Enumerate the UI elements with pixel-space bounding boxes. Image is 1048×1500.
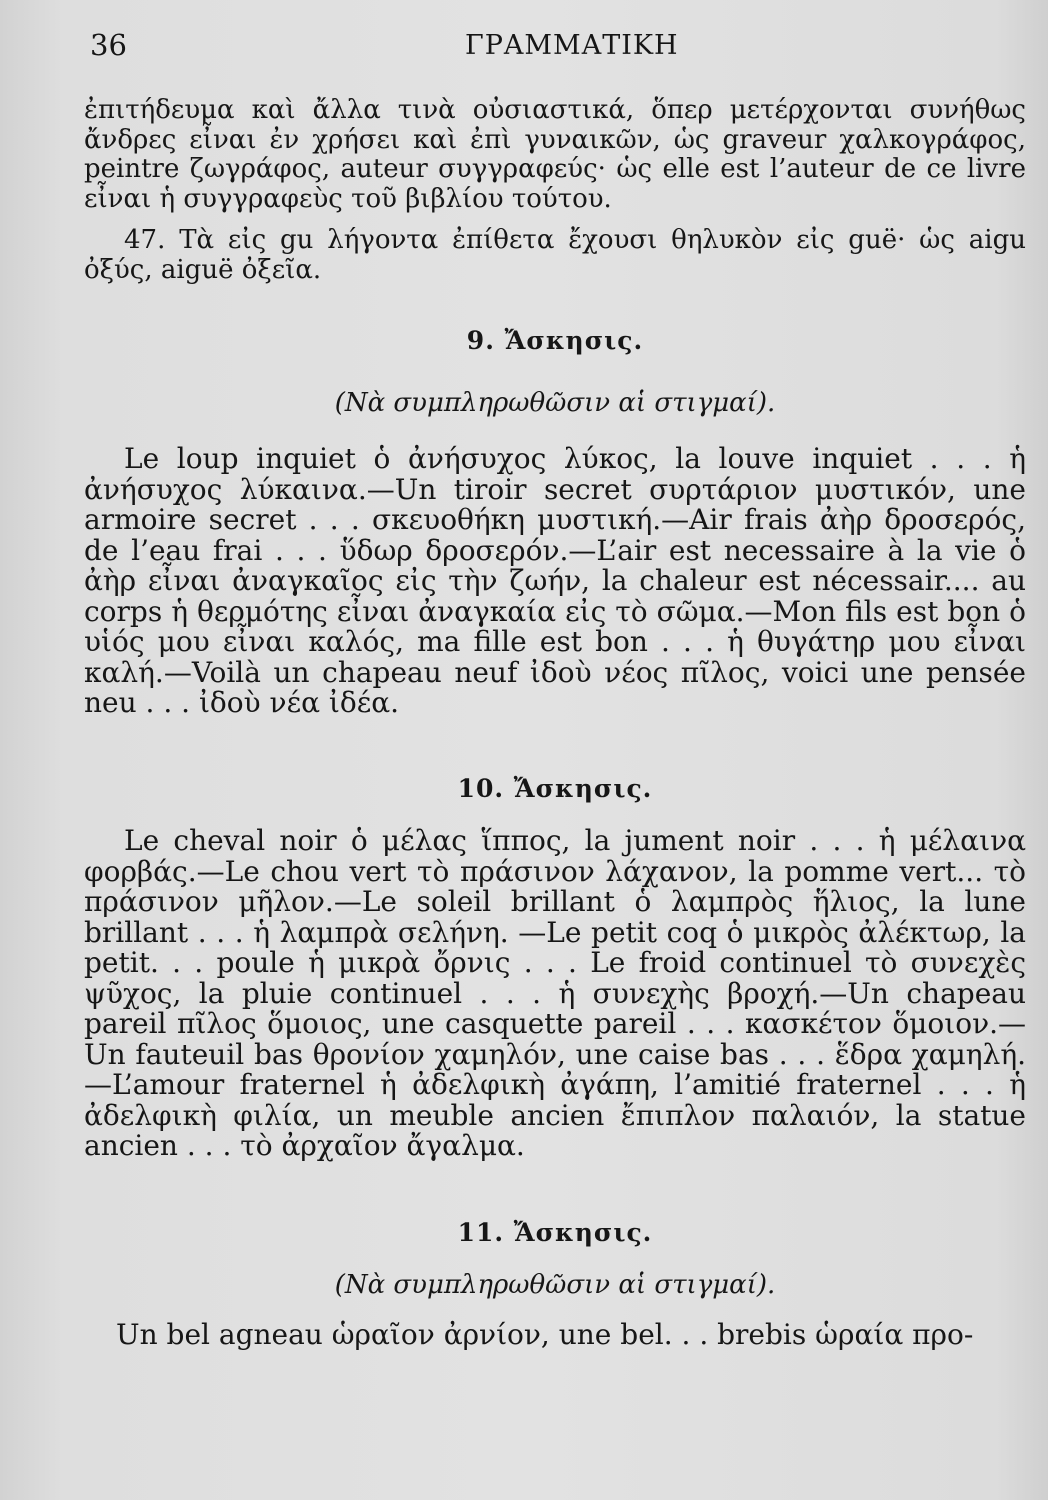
exercise-10-text: Le cheval noir ὁ μέλας ἵππος, la jument noir . . . ἡ μέλαινα φορβάς.—Le chou vert τὸ πράσινον λάχανον, la pomme vert... τὸ πράσινον μῆλον.—Le soleil brillant ὁ λαμπρὸς ἥλιος, la lune brillant . . . ἡ λαμπρὰ σελήνη. —Le petit coq ὁ μικρὸς ἀλέκτωρ, la petit. . . poule ἡ μικρὰ ὄρνις . . . Le froid continuel τὸ συνεχὲς ψῦχος, la pluie continuel . . . ἡ συνεχὴς βροχή.—Un chapeau pareil πῖλος ὅμοιος, une casquette pareil . . . κασκέτον ὅμοιον.—Un fauteuil bas θρονίον χαμηλόν, une caise bas . . . ἕδρα χαμηλή.—L’amour fraternel ἡ ἀδελφικὴ ἀγάπη, l’amitié fraternel . . . ἡ ἀδελφικὴ φιλία, un meuble ancien ἔπιπλον παλαιόν, la statue ancien . . . τὸ ἀρχαῖον ἄγαλμα. <box>84 824 1026 1162</box>
exercise-9-instruction: (Νὰ συμπληρωθῶσιν αἱ στιγμαί). <box>334 388 776 418</box>
exercise-9-heading: 9. Ἄσκησις. <box>466 326 644 355</box>
exercise-10-heading: 10. Ἄσκησις. <box>457 774 653 803</box>
exercise-11-text: Un bel agneau ὡραῖον ἀρνίον, une bel. . . brebis ὡραία προ- <box>116 1318 974 1351</box>
page-header <box>90 28 1008 68</box>
rule-47-paragraph: 47. Τὰ εἰς gu λήγοντα ἐπίθετα ἔχουσι θηλυκὸν εἰς guë· ὡς aigu ὀξύς, aiguë ὀξεῖα. <box>84 225 1026 285</box>
exercise-11-instruction: (Νὰ συμπληρωθῶσιν αἱ στιγμαί). <box>334 1270 776 1300</box>
page-number: 36 <box>90 28 127 62</box>
exercise-11-heading: 11. Ἄσκησις. <box>457 1218 653 1247</box>
exercise-9-text: Le loup inquiet ὁ ἀνήσυχος λύκος, la louve inquiet . . . ἡ ἀνήσυχος λύκαινα.—Un tiroir secret συρτάριον μυστικόν, une armoire secret . . . σκευοθήκη μυστική.—Air frais ἀὴρ δροσερός, de l’eau frai . . . ὕδωρ δροσερόν.—L’air est necessaire à la vie ὁ ἀὴρ εἶναι ἀναγκαῖος εἰς τὴν ζωήν, la chaleur est nécessair.... au corps ἡ θερμότης εἶναι ἀναγκαία εἰς τὸ σῶμα.—Mon fils est bon ὁ υἱός μου εἶναι καλός, ma fille est bon . . . ἡ θυγάτηρ μου εἶναι καλή.—Voilà un chapeau neuf ἰδοὺ νέος πῖλος, voici une pensée neu . . . ἰδοὺ νέα ἰδέα. <box>84 442 1026 719</box>
running-head: ΓΡΑΜΜΑΤΙΚΗ <box>465 30 679 61</box>
intro-paragraph: ἐπιτήδευμα καὶ ἄλλα τινὰ οὐσιαστικά, ὅπερ μετέρχονται συνήθως ἄνδρες εἶναι ἐν χρήσει καὶ ἐπὶ γυναικῶν, ὡς graveur χαλκογράφος, peintre ζωγράφος, auteur συγγραφεύς· ὡς elle est l’auteur de ce livre εἶναι ἡ συγγραφεὺς τοῦ βιβλίου τούτου. <box>84 95 1026 214</box>
